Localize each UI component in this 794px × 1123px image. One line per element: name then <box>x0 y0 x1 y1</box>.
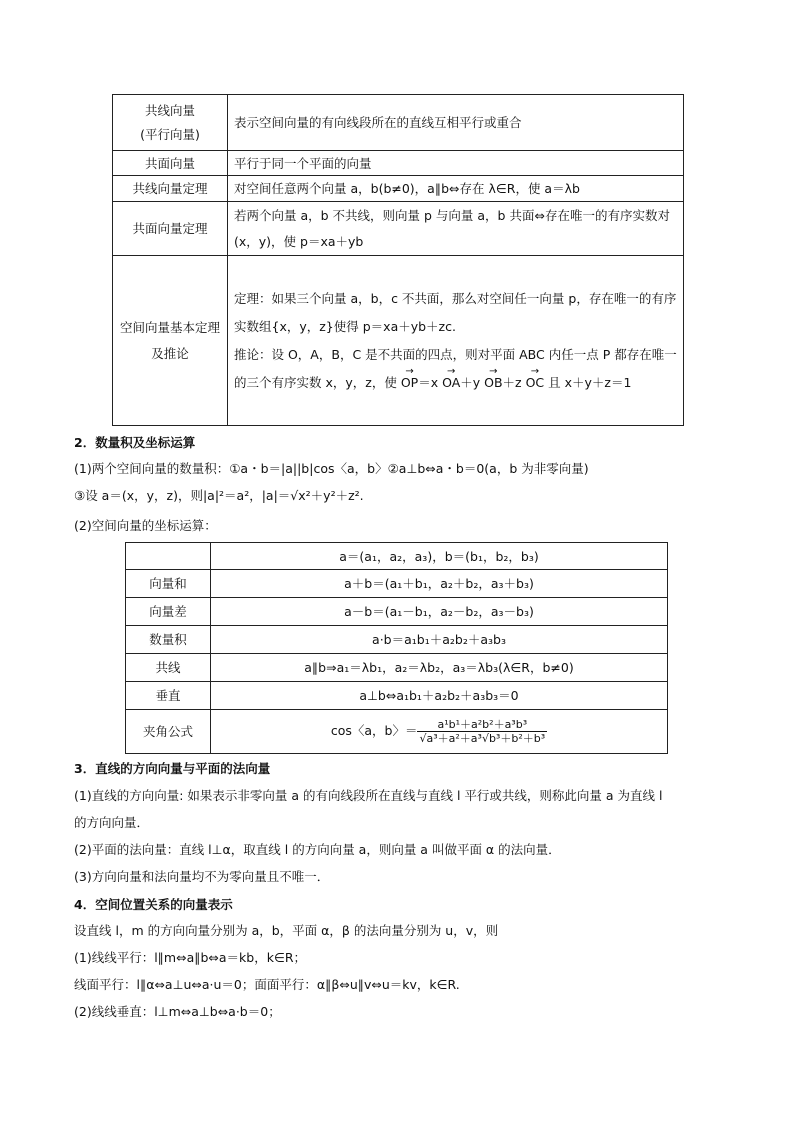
section3-line3: (3)方向向量和法向量均不为零向量且不唯一． <box>74 869 330 884</box>
basic-theorem-corollary <box>234 341 677 397</box>
concepts-table <box>112 94 684 426</box>
value-perpendicular: a⊥b⇔a₁b₁＋a₂b₂＋a₃b₃＝0 <box>211 682 668 710</box>
label-dot-product: 数量积 <box>126 626 211 654</box>
section4-line2: (1)线线平行：l∥m⇔a∥b⇔a＝kb，k∈R； <box>74 950 307 965</box>
section2-heading: 2．数量积及坐标运算 <box>74 435 196 450</box>
label-vector-diff: 向量差 <box>126 598 211 626</box>
section4-line3: 线面平行：l∥α⇔a⊥u⇔a·u＝0；面面平行：α∥β⇔u∥v⇔u＝kv，k∈R. <box>74 977 460 992</box>
section2-line1: (1)两个空间向量的数量积：①a・b＝|a||b|cos〈a，b〉②a⊥b⇔a・b＝0(a，b 为非零向量) <box>74 461 589 476</box>
term-collinear-theorem: 共线向量定理 <box>113 176 228 202</box>
label-angle-formula: 夹角公式 <box>126 710 211 754</box>
angle-formula-cos: cos〈a，b〉＝ <box>330 723 418 738</box>
term-collinear-vector: 共线向量 (平行向量) <box>113 95 228 151</box>
section4-line1: 设直线 l，m 的方向向量分别为 a，b，平面 α，β 的法向量分别为 u，v，则 <box>74 923 499 938</box>
desc-collinear-vector: 表示空间向量的有向线段所在的直线互相平行或重合 <box>228 95 684 151</box>
corollary-text-a: 推论：设 O，A，B，C 是不共面的四点，则对平面 ABC 内任一点 P 都存在唯一的三个有序实数 x，y，z，使 <box>234 346 677 390</box>
label-vector-sum: 向量和 <box>126 570 211 598</box>
section3-line1: (1)直线的方向向量: 如果表示非零向量 a 的有向线段所在直线与直线 l 平行或共线，则称此向量 a 为直线 l <box>74 788 663 803</box>
angle-formula-fraction <box>417 718 547 745</box>
corollary-text-b: 且 x＋y＋z＝1 <box>544 374 632 390</box>
term-coplanar-vector: 共面向量 <box>113 151 228 176</box>
term-coplanar-theorem: 共面向量定理 <box>113 202 228 256</box>
section3-heading: 3．直线的方向向量与平面的法向量 <box>74 761 271 776</box>
header-coordinates: a＝(a₁，a₂，a₃)，b＝(b₁，b₂，b₃) <box>211 543 668 570</box>
section3-line2: (2)平面的法向量：直线 l⊥α，取直线 l 的方向向量 a，则向量 a 叫做平面 α 的法向量． <box>74 842 561 857</box>
value-vector-diff: a－b＝(a₁－b₁，a₂－b₂，a₃－b₃) <box>211 598 668 626</box>
value-dot-product: a·b＝a₁b₁＋a₂b₂＋a₃b₃ <box>211 626 668 654</box>
corollary-eq1: ＝x <box>418 374 443 390</box>
vector-oc: → OC <box>526 369 545 397</box>
header-empty-cell <box>126 543 211 570</box>
coordinate-ops-table <box>125 542 668 754</box>
fraction-denominator: √a³＋a²＋a³√b³＋b²＋b³ <box>419 732 546 745</box>
section3-line1b: 的方向向量． <box>74 815 150 830</box>
vector-oa: → OA <box>442 369 460 397</box>
desc-coplanar-vector: 平行于同一个平面的向量 <box>228 151 684 176</box>
vector-ob: → OB <box>484 369 502 397</box>
section2-line3: (2)空间向量的坐标运算： <box>74 518 217 533</box>
section2-line2: ③设 a＝(x，y，z)，则|a|²＝a²，|a|＝√x²＋y²＋z². <box>74 488 364 503</box>
desc-collinear-theorem: 对空间任意两个向量 a，b(b≠0)，a∥b⇔存在 λ∈R，使 a＝λb <box>228 176 684 202</box>
section4-heading: 4．空间位置关系的向量表示 <box>74 897 233 912</box>
label-collinear: 共线 <box>126 654 211 682</box>
value-angle-formula <box>211 710 668 754</box>
corollary-eq2: ＋y <box>460 374 485 390</box>
basic-theorem-statement: 定理：如果三个向量 a，b，c 不共面，那么对空间任一向量 p，存在唯一的有序实数组{x，y，z}使得 p＝xa＋yb＋zc. <box>234 290 677 334</box>
term-basic-theorem: 空间向量基本定理及推论 <box>113 256 228 426</box>
desc-basic-theorem <box>228 256 684 426</box>
section4-line4: (2)线线垂直：l⊥m⇔a⊥b⇔a·b＝0； <box>74 1004 281 1019</box>
label-perpendicular: 垂直 <box>126 682 211 710</box>
value-vector-sum: a＋b＝(a₁＋b₁，a₂＋b₂，a₃＋b₃) <box>211 570 668 598</box>
desc-coplanar-theorem: 若两个向量 a，b 不共线，则向量 p 与向量 a，b 共面⇔存在唯一的有序实数对(x，y)，使 p＝xa＋yb <box>228 202 684 256</box>
fraction-numerator: a¹b¹＋a²b²＋a³b³ <box>417 718 547 732</box>
corollary-eq3: ＋z <box>502 374 526 390</box>
vector-op: → OP <box>401 369 418 397</box>
value-collinear: a∥b⇒a₁＝λb₁，a₂＝λb₂，a₃＝λb₃(λ∈R，b≠0) <box>211 654 668 682</box>
